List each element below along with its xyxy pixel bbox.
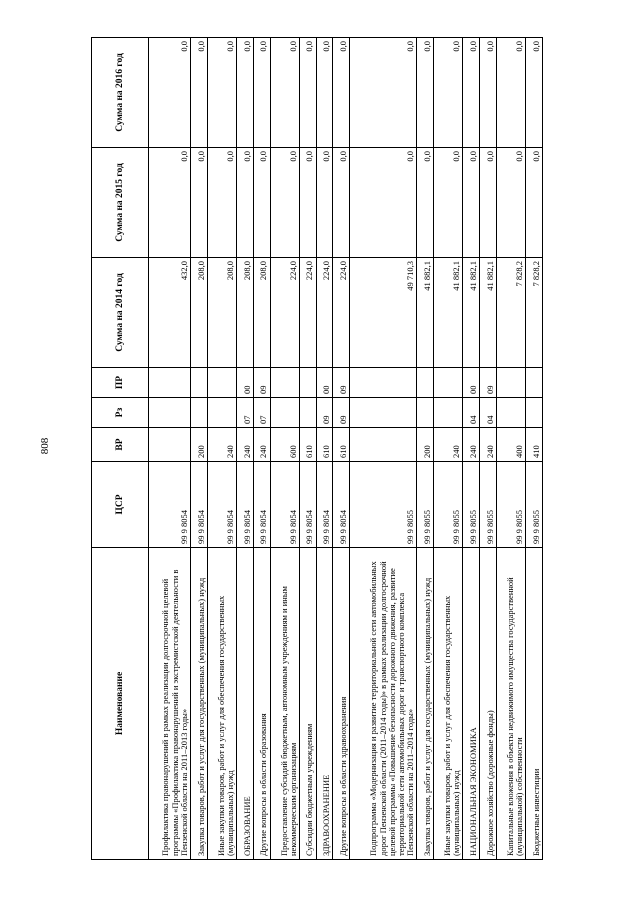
cell-name: ЗДРАВООХРАНЕНИЕ	[316, 548, 333, 860]
cell-csr: 99 9 8055	[496, 462, 525, 548]
table-row	[496, 38, 525, 860]
table-row	[480, 38, 497, 860]
cell-vr: 240	[237, 428, 254, 462]
cell-sum-2016: 0,0	[350, 38, 417, 148]
cell-csr: 99 9 8054	[253, 462, 270, 548]
cell-rz	[190, 398, 207, 428]
cell-sum-2016: 0,0	[333, 38, 350, 148]
cell-csr: 99 9 8055	[417, 462, 434, 548]
table-row	[149, 38, 191, 860]
cell-sum-2015: 0,0	[149, 148, 191, 258]
cell-vr	[149, 428, 191, 462]
header-vr: ВР	[92, 428, 149, 462]
cell-sum-2015: 0,0	[333, 148, 350, 258]
cell-csr: 99 9 8055	[463, 462, 480, 548]
cell-rz: 07	[237, 398, 254, 428]
cell-pr	[433, 368, 462, 398]
cell-vr: 240	[253, 428, 270, 462]
header-name: Наименование	[92, 548, 149, 860]
cell-csr: 99 9 8054	[270, 462, 299, 548]
cell-sum-2015: 0,0	[496, 148, 525, 258]
cell-vr: 240	[433, 428, 462, 462]
cell-pr	[190, 368, 207, 398]
table-row	[190, 38, 207, 860]
header-csr: ЦСР	[92, 462, 149, 548]
header-sum-2015: Сумма на 2015 год	[92, 148, 149, 258]
cell-sum-2014: 432,0	[149, 258, 191, 368]
table-row	[417, 38, 434, 860]
cell-csr: 99 9 8054	[316, 462, 333, 548]
header-pr: ПР	[92, 368, 149, 398]
cell-rz: 07	[253, 398, 270, 428]
cell-rz: 09	[316, 398, 333, 428]
cell-csr: 99 9 8054	[333, 462, 350, 548]
cell-csr: 99 9 8054	[207, 462, 236, 548]
cell-pr	[270, 368, 299, 398]
cell-name: Бюджетные инвестиции	[526, 548, 543, 860]
cell-sum-2014: 224,0	[299, 258, 316, 368]
cell-pr	[417, 368, 434, 398]
cell-name: НАЦИОНАЛЬНАЯ ЭКОНОМИКА	[463, 548, 480, 860]
page-number: 808	[39, 437, 51, 455]
cell-sum-2015: 0,0	[526, 148, 543, 258]
table-row	[350, 38, 417, 860]
cell-sum-2014: 208,0	[237, 258, 254, 368]
cell-sum-2014: 7 828,2	[526, 258, 543, 368]
cell-name: Капитальные вложения в объекты недвижимого имущества государственной (муниципальной) собственности	[496, 548, 525, 860]
cell-sum-2014: 41 882,1	[463, 258, 480, 368]
cell-sum-2015: 0,0	[190, 148, 207, 258]
cell-name: Предоставление субсидий бюджетным, автономным учреждениям и иным некоммерческим организациям	[270, 548, 299, 860]
cell-pr	[207, 368, 236, 398]
cell-name: Профилактика правонарушений в рамках реализации долгосрочной целевой программы «Профилактика правонарушений и экстремистской деятельности в Пензенской области на 2011–2013 годы»	[149, 548, 191, 860]
cell-vr: 610	[333, 428, 350, 462]
table-row	[299, 38, 316, 860]
cell-csr: 99 9 8054	[299, 462, 316, 548]
cell-sum-2014: 224,0	[316, 258, 333, 368]
cell-sum-2016: 0,0	[526, 38, 543, 148]
cell-rz	[270, 398, 299, 428]
cell-sum-2014: 41 882,1	[433, 258, 462, 368]
table-row	[207, 38, 236, 860]
cell-vr: 600	[270, 428, 299, 462]
cell-rz: 09	[333, 398, 350, 428]
cell-sum-2014: 41 882,1	[480, 258, 497, 368]
cell-vr: 400	[496, 428, 525, 462]
budget-table	[91, 37, 543, 860]
cell-sum-2014: 208,0	[190, 258, 207, 368]
cell-sum-2015: 0,0	[417, 148, 434, 258]
cell-name: ОБРАЗОВАНИЕ	[237, 548, 254, 860]
cell-name: Субсидии бюджетным учреждениям	[299, 548, 316, 860]
cell-sum-2015: 0,0	[270, 148, 299, 258]
header-rz: Рз	[92, 398, 149, 428]
cell-sum-2014: 49 710,3	[350, 258, 417, 368]
cell-sum-2015: 0,0	[237, 148, 254, 258]
cell-name: Подпрограмма «Модернизация и развитие территориальной сети автомобильных дорог Пензенской области (2011–2014 годы)» в рамках реализации долгосрочной целевой программы «Повышение безопасности дорожного движения, развитие территориальной сети автомобильных дорог и транспортного комплекса Пензенской области на 2011–2014 годы»	[350, 548, 417, 860]
cell-sum-2014: 41 882,1	[417, 258, 434, 368]
cell-sum-2016: 0,0	[190, 38, 207, 148]
cell-pr	[350, 368, 417, 398]
cell-sum-2014: 224,0	[270, 258, 299, 368]
cell-csr: 99 9 8054	[190, 462, 207, 548]
cell-sum-2016: 0,0	[417, 38, 434, 148]
table-header-row	[92, 38, 149, 860]
cell-vr: 610	[316, 428, 333, 462]
cell-rz	[350, 398, 417, 428]
cell-rz: 04	[463, 398, 480, 428]
cell-name: Закупка товаров, работ и услуг для государственных (муниципальных) нужд	[190, 548, 207, 860]
cell-vr: 610	[299, 428, 316, 462]
cell-sum-2014: 208,0	[207, 258, 236, 368]
cell-sum-2015: 0,0	[350, 148, 417, 258]
cell-vr	[350, 428, 417, 462]
cell-sum-2016: 0,0	[480, 38, 497, 148]
table-row	[333, 38, 350, 860]
table-row	[270, 38, 299, 860]
cell-pr: 09	[253, 368, 270, 398]
cell-rz: 04	[480, 398, 497, 428]
cell-pr	[299, 368, 316, 398]
cell-rz	[417, 398, 434, 428]
cell-rz	[496, 398, 525, 428]
cell-rz	[433, 398, 462, 428]
cell-sum-2015: 0,0	[299, 148, 316, 258]
cell-sum-2016: 0,0	[463, 38, 480, 148]
cell-rz	[207, 398, 236, 428]
cell-sum-2016: 0,0	[433, 38, 462, 148]
cell-vr: 240	[480, 428, 497, 462]
cell-sum-2016: 0,0	[299, 38, 316, 148]
cell-sum-2015: 0,0	[480, 148, 497, 258]
cell-sum-2016: 0,0	[270, 38, 299, 148]
cell-vr: 410	[526, 428, 543, 462]
cell-csr: 99 9 8055	[526, 462, 543, 548]
cell-pr: 09	[333, 368, 350, 398]
cell-pr: 00	[316, 368, 333, 398]
table-row	[237, 38, 254, 860]
cell-pr: 09	[480, 368, 497, 398]
cell-rz	[299, 398, 316, 428]
cell-vr: 200	[190, 428, 207, 462]
table-row	[433, 38, 462, 860]
cell-csr: 99 9 8055	[350, 462, 417, 548]
table-row	[253, 38, 270, 860]
cell-pr: 00	[463, 368, 480, 398]
cell-pr	[149, 368, 191, 398]
cell-csr: 99 9 8054	[149, 462, 191, 548]
cell-name: Иные закупки товаров, работ и услуг для обеспечения государственных (муниципальных) нужд	[207, 548, 236, 860]
cell-sum-2016: 0,0	[496, 38, 525, 148]
cell-rz	[149, 398, 191, 428]
cell-sum-2016: 0,0	[316, 38, 333, 148]
header-sum-2016: Сумма на 2016 год	[92, 38, 149, 148]
cell-pr: 00	[237, 368, 254, 398]
cell-sum-2016: 0,0	[237, 38, 254, 148]
cell-name: Иные закупки товаров, работ и услуг для обеспечения государственных (муниципальных) нужд	[433, 548, 462, 860]
cell-vr: 240	[207, 428, 236, 462]
header-sum-2014: Сумма на 2014 год	[92, 258, 149, 368]
table-row	[463, 38, 480, 860]
cell-sum-2016: 0,0	[207, 38, 236, 148]
table-row	[316, 38, 333, 860]
cell-name: Другие вопросы в области здравоохранения	[333, 548, 350, 860]
cell-sum-2015: 0,0	[207, 148, 236, 258]
cell-pr	[526, 368, 543, 398]
cell-sum-2015: 0,0	[253, 148, 270, 258]
table-row	[526, 38, 543, 860]
cell-vr: 200	[417, 428, 434, 462]
cell-sum-2015: 0,0	[433, 148, 462, 258]
cell-sum-2016: 0,0	[253, 38, 270, 148]
cell-sum-2015: 0,0	[463, 148, 480, 258]
rotated-page	[91, 38, 543, 860]
cell-sum-2014: 224,0	[333, 258, 350, 368]
cell-name: Дорожное хозяйство (дорожные фонды)	[480, 548, 497, 860]
cell-rz	[526, 398, 543, 428]
cell-name: Закупка товаров, работ и услуг для государственных (муниципальных) нужд	[417, 548, 434, 860]
cell-sum-2014: 7 828,2	[496, 258, 525, 368]
cell-name: Другие вопросы в области образования	[253, 548, 270, 860]
cell-csr: 99 9 8055	[433, 462, 462, 548]
cell-pr	[496, 368, 525, 398]
cell-sum-2014: 208,0	[253, 258, 270, 368]
cell-csr: 99 9 8054	[237, 462, 254, 548]
cell-sum-2015: 0,0	[316, 148, 333, 258]
cell-csr: 99 9 8055	[480, 462, 497, 548]
cell-vr: 240	[463, 428, 480, 462]
cell-sum-2016: 0,0	[149, 38, 191, 148]
